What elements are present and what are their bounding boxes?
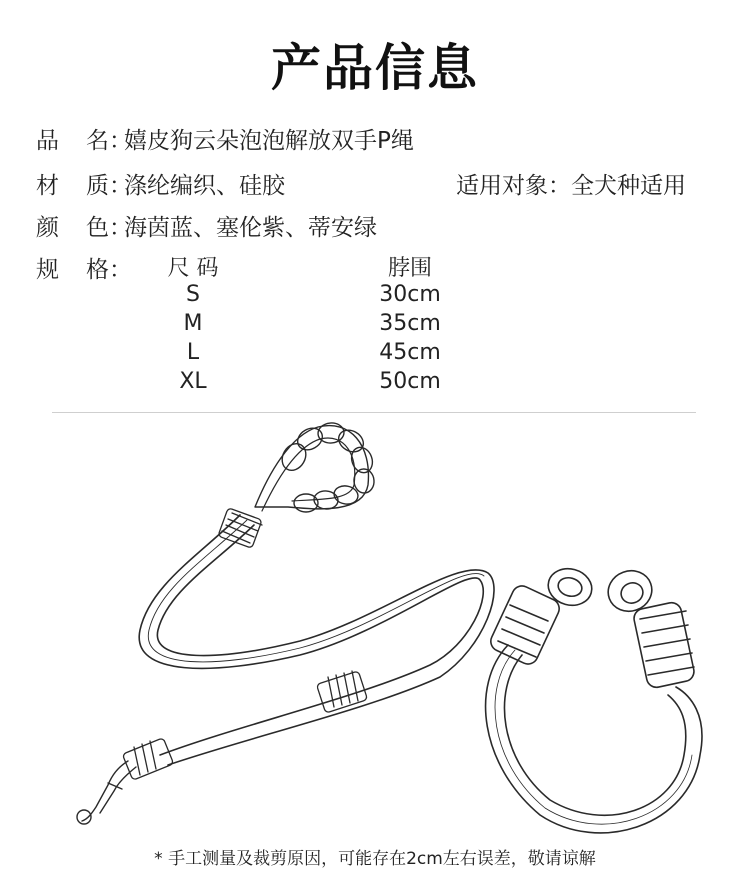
field-spec (36, 251, 132, 284)
field-material-label (36, 167, 132, 200)
field-name (36, 122, 414, 155)
field-name-label (36, 122, 132, 155)
size-table-cell: 50cm (379, 369, 441, 394)
size-table-cell: M (183, 311, 203, 336)
field-name-label-a: 品 (36, 128, 59, 154)
size-table-cell: L (186, 340, 200, 365)
field-spec-label-b: 格： (86, 257, 132, 283)
field-material-label-b: 质： (86, 173, 132, 199)
size-table-cell: 45cm (379, 340, 441, 365)
field-name-value: 嬉皮狗云朵泡泡解放双手P绳 (124, 128, 414, 154)
measurement-note: * 手工测量及裁剪原因，可能存在2cm左右误差，敬请谅解 (154, 849, 596, 869)
field-color-label-a: 颜 (36, 215, 59, 241)
leash-illustration (0, 415, 750, 835)
field-color-label-b: 色： (86, 215, 132, 241)
field-target-label: 适用对象： (456, 173, 571, 199)
page-title: 产品信息 (271, 39, 479, 97)
wrap-upper (218, 508, 262, 549)
field-spec-label (36, 251, 132, 284)
size-table-cell: 30cm (379, 282, 441, 307)
field-material-value: 涤纶编织、硅胶 (124, 173, 285, 199)
field-color-label (36, 209, 132, 242)
size-table-header-size: 尺 码 (167, 256, 219, 281)
divider (52, 412, 696, 413)
field-target-value: 全犬种适用 (571, 173, 686, 199)
size-table-header-neck: 脖围 (387, 256, 432, 281)
field-material (36, 167, 285, 200)
field-spec-label-a: 规 (36, 257, 59, 283)
size-table-cell: XL (179, 369, 207, 394)
size-table-cell: S (186, 282, 200, 307)
field-name-label-b: 名： (86, 128, 132, 154)
wrap-lower (122, 738, 173, 780)
field-target (456, 167, 686, 200)
field-color-value: 海茵蓝、塞伦紫、蒂安绿 (124, 215, 377, 241)
leash-clip (77, 761, 136, 824)
field-material-label-a: 材 (36, 173, 59, 199)
field-color (36, 209, 377, 242)
collar-illustration (486, 564, 702, 833)
size-table-cell: 35cm (379, 311, 441, 336)
